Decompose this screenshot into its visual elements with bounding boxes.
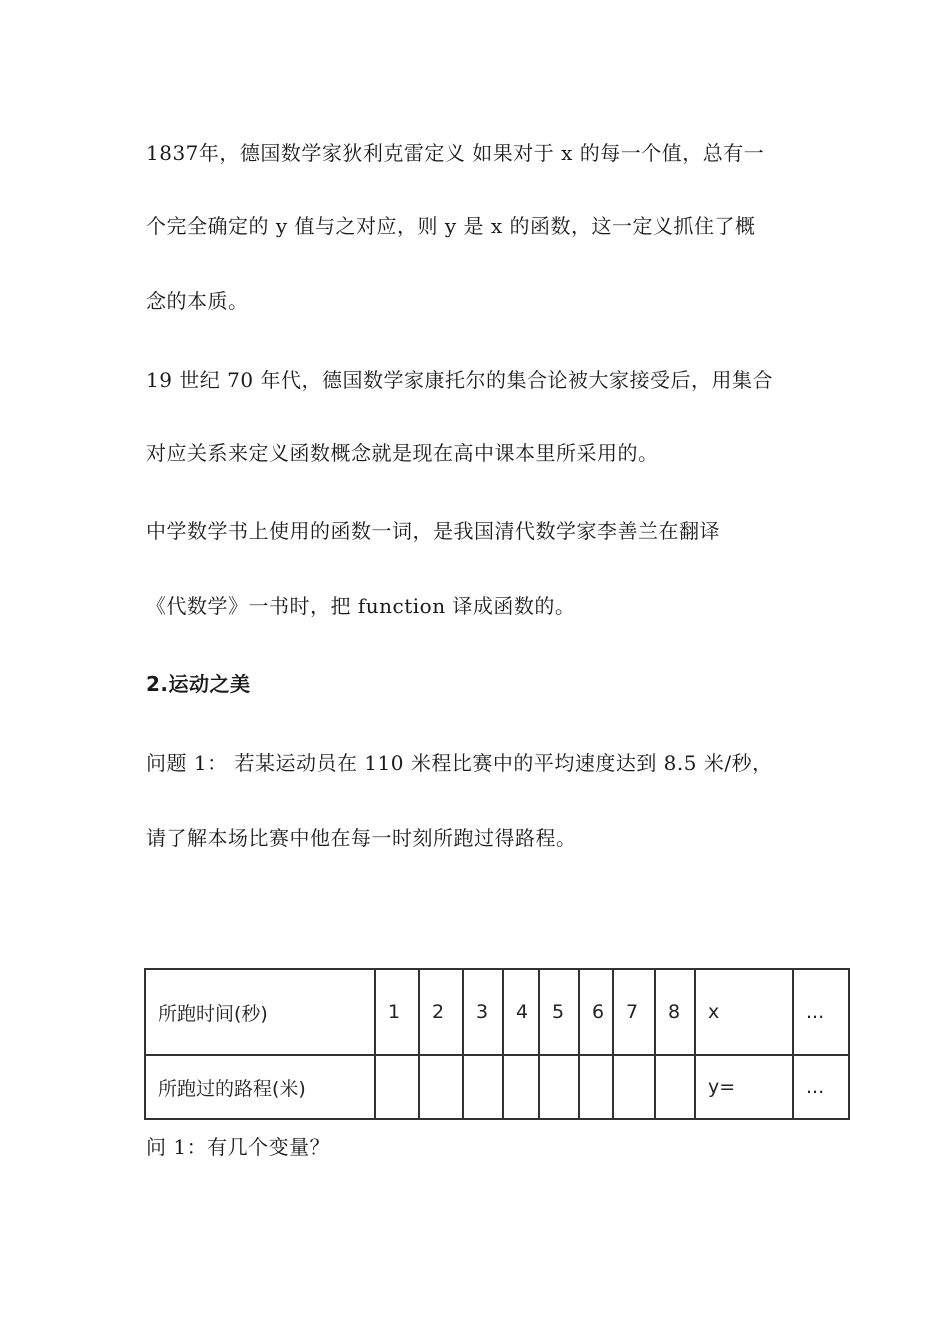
paragraph-line: 中学数学书上使用的函数一词，是我国清代数学家李善兰在翻译 <box>146 519 720 543</box>
row-header-distance: 所跑过的路程(米) <box>145 1055 375 1119</box>
table-cell: 6 <box>579 969 613 1055</box>
table-cell <box>613 1055 655 1119</box>
paragraph-line: 对应关系来定义函数概念就是现在高中课本里所采用的。 <box>146 441 659 465</box>
table-cell: 1 <box>375 969 419 1055</box>
table-cell: y= <box>695 1055 793 1119</box>
table-cell: 5 <box>539 969 579 1055</box>
table-row <box>145 1055 849 1119</box>
table-cell <box>375 1055 419 1119</box>
paragraph-line: 念的本质。 <box>146 289 249 313</box>
paragraph-line: 《代数学》一书时，把 function 译成函数的。 <box>146 594 576 618</box>
paragraph-line: 个完全确定的 y 值与之对应，则 y 是 x 的函数，这一定义抓住了概 <box>146 214 756 238</box>
problem-line: 请了解本场比赛中他在每一时刻所跑过得路程。 <box>146 826 577 850</box>
time-distance-table <box>144 968 850 1120</box>
table-cell: ... <box>793 969 849 1055</box>
section-heading: 2.运动之美 <box>146 672 251 696</box>
paragraph-line: 1837年，德国数学家狄利克雷定义 如果对于 x 的每一个值，总有一 <box>146 141 765 165</box>
row-header-time: 所跑时间(秒) <box>145 969 375 1055</box>
table-cell: 8 <box>655 969 695 1055</box>
table-cell <box>503 1055 539 1119</box>
table-cell <box>579 1055 613 1119</box>
table-cell <box>539 1055 579 1119</box>
table-cell: 7 <box>613 969 655 1055</box>
table-cell <box>419 1055 463 1119</box>
table-cell: 4 <box>503 969 539 1055</box>
table-cell: 3 <box>463 969 503 1055</box>
table-cell: 2 <box>419 969 463 1055</box>
table-cell: x <box>695 969 793 1055</box>
question-line: 问 1：有几个变量？ <box>146 1135 331 1159</box>
paragraph-line: 19 世纪 70 年代，德国数学家康托尔的集合论被大家接受后，用集合 <box>146 368 773 392</box>
table-cell <box>463 1055 503 1119</box>
table-row <box>145 969 849 1055</box>
problem-line: 问题 1： 若某运动员在 110 米程比赛中的平均速度达到 8.5 米/秒， <box>146 751 773 775</box>
table-cell: ... <box>793 1055 849 1119</box>
table-cell <box>655 1055 695 1119</box>
